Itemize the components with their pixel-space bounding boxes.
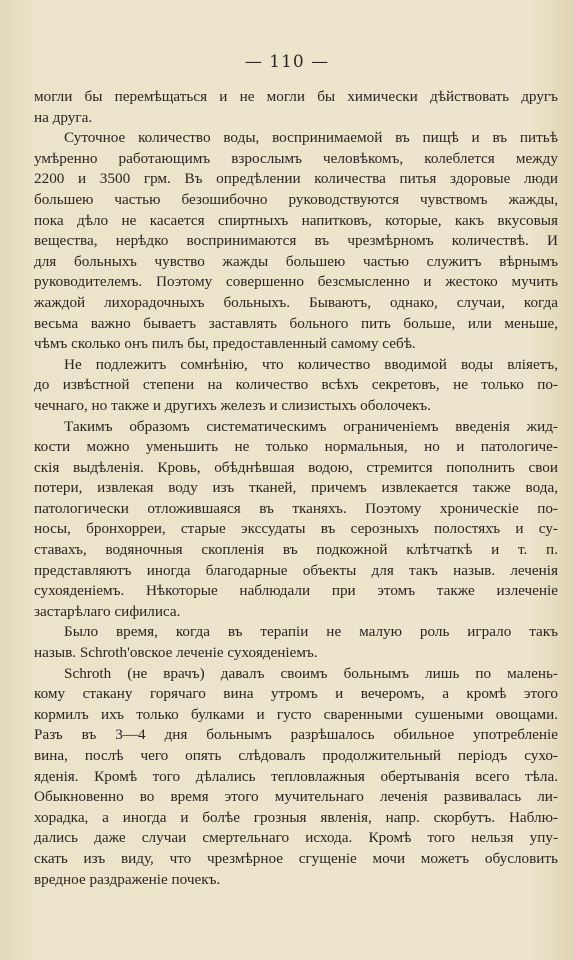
- text-line: чѣмъ сколько онъ пилъ бы, предоставленный самому себѣ.: [34, 335, 416, 353]
- text-line: скія выдѣленія. Кровь, обѣднѣвшая водою, стремится пополнить свои: [34, 458, 558, 476]
- text-line: для больныхъ чувство жажды большею частью служитъ вѣрнымъ: [34, 252, 558, 270]
- text-line: чечнаго, но также и другихъ железъ и слизистыхъ оболочекъ.: [34, 396, 432, 414]
- text-line: 2200 и 3500 грм. Въ опредѣлении количества питья здоровые люди: [34, 170, 558, 188]
- text-line: Разъ въ 3—4 дня больнымъ разрѣшалось обильное употребленіе: [34, 726, 558, 744]
- text-line: назыв. Schroth'овское леченіе сухояденіемъ.: [34, 644, 318, 662]
- body-text: [34, 87, 558, 890]
- text-line: руководителемъ. Поэтому совершенно безсмысленно и жестоко мучить: [34, 273, 558, 291]
- text-line: дались даже случаи смертельнаго исхода. Кромѣ того нельзя упу-: [34, 829, 558, 847]
- page-number: — 110 —: [244, 52, 330, 72]
- text-line: до извѣстной степени на количество всѣхъ секретовъ, не только по-: [34, 376, 558, 394]
- text-line: могли бы перемѣщаться и не могли бы химически дѣйствовать другъ: [34, 88, 558, 105]
- text-line: умѣренно работающимъ взрослымъ человѣкомъ, колеблется между: [34, 149, 558, 167]
- text-line: скать изъ виду, что чрезмѣрное сгущеніе мочи можетъ обусловить: [34, 849, 558, 867]
- text-line: Schroth (не врачъ) давалъ своимъ больнымъ лишь по малень-: [64, 664, 558, 682]
- text-line: потери, извлекая воду изъ тканей, причемъ извлекается также вода,: [34, 479, 558, 497]
- text-line: Не подлежитъ сомнѣнію, что количество вводимой воды влiяетъ,: [64, 355, 558, 373]
- text-line: застарѣлаго сифилиса.: [34, 602, 181, 620]
- text-line: вредное раздраженіе почекъ.: [34, 870, 221, 888]
- text-line: Такимъ образомъ систематическимъ ограниченiемъ введенія жид-: [64, 417, 558, 435]
- text-line: Обыкновенно во время этого мучительнаго леченія развивалась ли-: [34, 788, 558, 806]
- text-line: вина, послѣ чего опять слѣдовалъ продолжительный періодъ сухо-: [34, 747, 558, 764]
- text-line: кости можно уменьшить не только нормальныя, но и патологиче-: [34, 438, 558, 456]
- text-line: жаждой лихорадочныхъ больныхъ. Бываютъ, однако, случаи, когда: [34, 293, 558, 311]
- text-line: носы, бронхорреи, старые экссудаты въ серозныхъ полостяхъ и су-: [34, 520, 558, 538]
- text-line: на друга.: [34, 108, 93, 126]
- text-line: яденія. Кромѣ того дѣлались тепловлажныя обертыванія всего тѣла.: [34, 767, 558, 785]
- text-line: большею частью безошибочно руководствуются чувствомъ жажды,: [34, 190, 558, 208]
- text-line: Было время, когда въ терапіи не малую роль играло такъ: [64, 623, 558, 641]
- text-line: кому стакану горячаго вина утромъ и вечеромъ, а кромѣ этого: [34, 685, 558, 703]
- text-line: патологически отложившаяся въ тканяхъ. Поэтому хроническіе по-: [34, 499, 558, 517]
- text-line: хорадка, а иногда и болѣе грозныя явленія, напр. скорбутъ. Наблю-: [34, 808, 558, 826]
- text-line: весьма важно бываетъ заставлять больного пить больше, или меньше,: [34, 314, 558, 332]
- text-line: вещества, нерѣдко воспринимаются въ чрезмѣрномъ количествѣ. И: [34, 232, 558, 250]
- text-line: кормилъ ихъ только булками и густо сваренными сушеными овощами.: [34, 705, 558, 723]
- text-line: пока дѣло не касается спиртныхъ напитковъ, которые, какъ вкусовыя: [34, 211, 558, 229]
- text-line: Суточное количество воды, воспринимаемой въ пищѣ и въ питьѣ: [64, 129, 558, 147]
- text-line: сухояденіемъ. Нѣкоторые наблюдали при этомъ также излеченіе: [34, 582, 558, 600]
- text-line: представляютъ иногда благодарные объекты для такъ назыв. леченія: [34, 561, 558, 579]
- text-line: ставахъ, водяночныя скопленія въ подкожной клѣтчаткѣ и т. п.: [34, 541, 558, 559]
